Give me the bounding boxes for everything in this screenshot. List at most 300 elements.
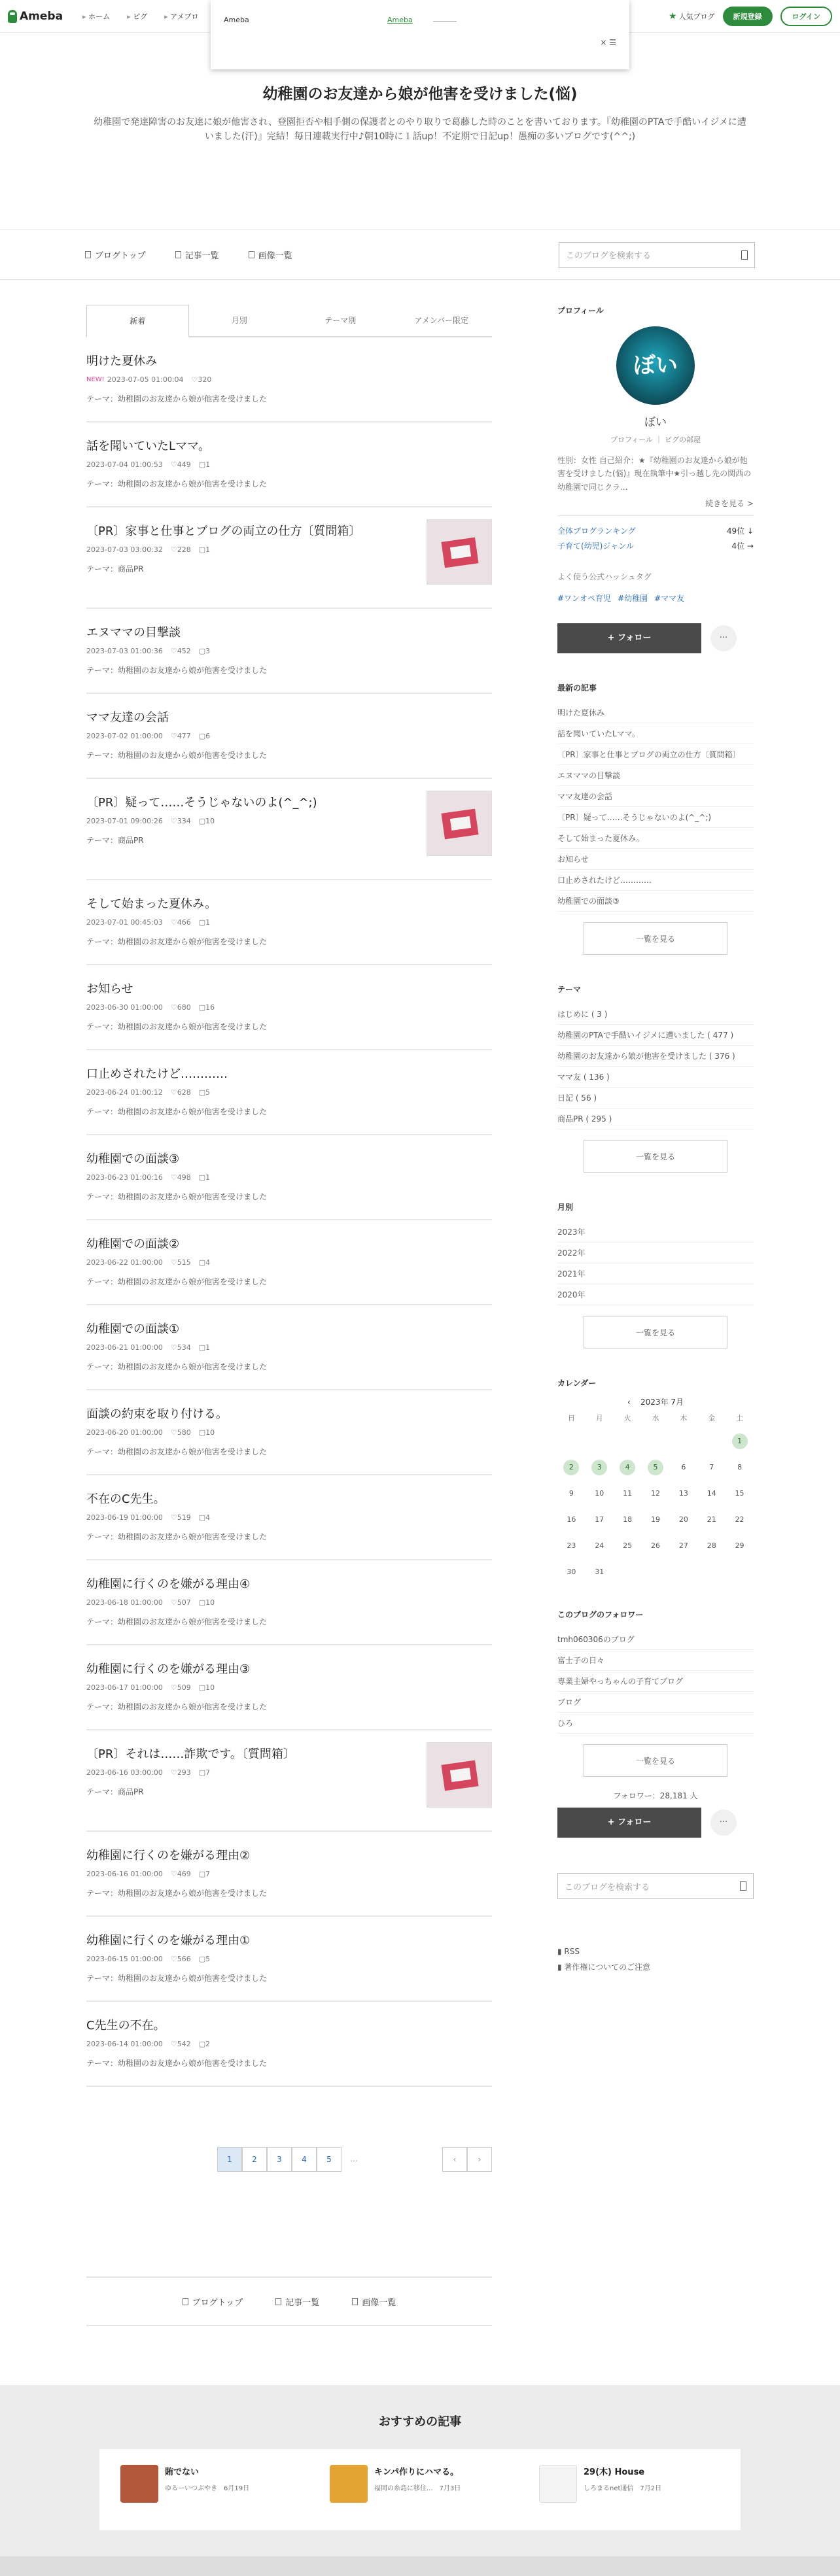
- nav-image-list[interactable]: 画像一覧: [249, 249, 292, 261]
- calendar-day: 15: [735, 1489, 744, 1498]
- rank-overall-value: 49位 ↓: [726, 526, 754, 536]
- entry-meta: [86, 1870, 492, 1878]
- entry-title[interactable]: 明けた夏休み: [86, 354, 157, 368]
- logo-text: Ameba: [20, 9, 63, 23]
- like-count[interactable]: ♡509: [170, 1683, 191, 1692]
- calendar-day: 24: [595, 1541, 604, 1551]
- entry-meta: [86, 375, 492, 384]
- entry-theme[interactable]: テーマ：幼稚園のお友達から娘が他害を受けました: [86, 1974, 268, 1983]
- weekday-label: 土: [736, 1414, 744, 1423]
- entry-item: [86, 779, 492, 880]
- entry-title[interactable]: 幼稚園での面談③: [86, 1152, 180, 1166]
- footer-bar: [0, 2556, 840, 2576]
- entry-meta: [86, 2040, 492, 2048]
- like-count[interactable]: ♡515: [170, 1258, 191, 1267]
- entry-title[interactable]: 面談の約束を取り付ける。: [86, 1407, 228, 1421]
- like-count[interactable]: ♡680: [170, 1003, 191, 1012]
- month-link[interactable]: 2023年: [557, 1222, 754, 1243]
- copyright-icon: ▮: [557, 1963, 565, 1972]
- next-page-icon[interactable]: ›: [467, 2147, 492, 2172]
- comment-count[interactable]: ▢1: [198, 460, 211, 469]
- new-badge: NEW!: [86, 376, 105, 383]
- rank-overall-label[interactable]: 全体ブログランキング: [557, 526, 636, 536]
- theme-link[interactable]: 日記 ( 56 ): [557, 1088, 754, 1108]
- entry-item: [86, 1645, 492, 1730]
- monthly-list-button[interactable]: 一覧を見る: [584, 1316, 727, 1348]
- nav-ameblo[interactable]: ▸ アメブロ: [164, 11, 198, 22]
- rank-genre-label[interactable]: 子育て(幼児)ジャンル: [557, 541, 634, 551]
- weekday-label: 日: [567, 1414, 575, 1423]
- tab-new[interactable]: 新着: [86, 305, 189, 337]
- pagination: [217, 2147, 492, 2172]
- recommended-author: 福岡の糸島に移住...: [374, 2485, 433, 2492]
- like-count[interactable]: ♡466: [170, 918, 191, 927]
- weekday-label: 火: [623, 1414, 631, 1423]
- theme-link[interactable]: 商品PR ( 295 ): [557, 1108, 754, 1129]
- calendar-day[interactable]: 2: [557, 1460, 586, 1475]
- comment-count[interactable]: ▢10: [198, 1683, 215, 1692]
- entry-date: 2023-06-22 01:00:00: [86, 1258, 163, 1267]
- follower-link[interactable]: 富士子の日々: [557, 1650, 754, 1671]
- entry-theme[interactable]: テーマ：幼稚園のお友達から娘が他害を受けました: [86, 1702, 268, 1711]
- entry-theme[interactable]: テーマ：商品PR: [86, 564, 144, 574]
- calendar-day[interactable]: 4: [614, 1460, 642, 1475]
- weekday-label: 水: [652, 1414, 659, 1423]
- calendar-day[interactable]: 1: [726, 1434, 754, 1449]
- entry-item: [86, 337, 492, 422]
- sidebar: [557, 305, 754, 2326]
- blog-description: 幼稚園で発達障害のお友達に娘が他害され、登園拒否や相手側の保護者とのやり取りで葛藤した時のことを書いております。『幼稚園のPTAで手酷いイジメに遭いました(汗)』完結！毎日連載実行中♪朝10時に１話up！不定期で日記up！愚痴の多いブログです(^^;): [94, 117, 746, 143]
- entry-date: 2023-07-03 01:00:36: [86, 647, 163, 655]
- page-5[interactable]: 5: [317, 2147, 341, 2172]
- recent-entry-link[interactable]: 口止めされたけど…………: [557, 870, 754, 891]
- entry-thumbnail[interactable]: [427, 519, 492, 585]
- recent-entry-link[interactable]: 明けた夏休み: [557, 702, 754, 723]
- entry-title[interactable]: 幼稚園での面談②: [86, 1237, 180, 1251]
- star-icon: ★: [668, 10, 677, 22]
- entry-date: 2023-06-16 01:00:00: [86, 1870, 163, 1878]
- pigg-room-link[interactable]: ピグの部屋: [664, 436, 701, 444]
- footer-links: [557, 1944, 754, 1975]
- tab-amember[interactable]: アメンバー限定: [414, 316, 468, 325]
- comment-count[interactable]: ▢10: [198, 1428, 215, 1437]
- entry-meta: [86, 1428, 492, 1437]
- weekday-label: 月: [595, 1414, 603, 1423]
- entry-date: 2023-07-04 01:00:53: [86, 460, 163, 469]
- like-count[interactable]: ♡334: [170, 817, 191, 825]
- ameba-logo-icon: [8, 10, 17, 23]
- recent-entry-link[interactable]: お知らせ: [557, 849, 754, 870]
- theme-list-button[interactable]: 一覧を見る: [584, 1140, 727, 1173]
- entry-title[interactable]: ママ友達の会話: [86, 711, 169, 725]
- calendar-day: 26: [650, 1541, 660, 1551]
- recommended-item[interactable]: [330, 2465, 500, 2503]
- nav-entry-list[interactable]: 記事一覧: [175, 249, 219, 261]
- comment-count[interactable]: ▢1: [198, 918, 211, 927]
- entry-theme[interactable]: テーマ：幼稚園のお友達から娘が他害を受けました: [86, 1192, 268, 1201]
- calendar-day: 27: [678, 1541, 688, 1551]
- follower-link[interactable]: 専業主婦やっちゃんの子育てブログ: [557, 1671, 754, 1692]
- calendar-day: 9: [569, 1489, 574, 1498]
- entry-theme[interactable]: テーマ：幼稚園のお友達から娘が他害を受けました: [86, 1022, 268, 1031]
- entry-item: [86, 422, 492, 507]
- follower-link[interactable]: tmh060306のブログ: [557, 1629, 754, 1650]
- more-menu-icon[interactable]: ···: [710, 1810, 737, 1836]
- recommended-heading: おすすめの記事: [378, 2415, 462, 2429]
- recent-entry-link[interactable]: 〔PR〕家事と仕事とブログの両立の仕方〔質問箱〕: [557, 744, 754, 765]
- profile-heading: プロフィール: [557, 306, 604, 315]
- like-count[interactable]: ♡228: [170, 545, 191, 554]
- comment-count[interactable]: ▢6: [198, 732, 211, 740]
- profile-name[interactable]: ぼい: [644, 416, 667, 429]
- entry-thumbnail[interactable]: [427, 1742, 492, 1808]
- rss-link[interactable]: ▮ RSS: [557, 1947, 580, 1957]
- like-count[interactable]: ♡566: [170, 1955, 191, 1963]
- bottom-nav-blog-top[interactable]: ブログトップ: [183, 2295, 243, 2308]
- entry-theme[interactable]: テーマ：幼稚園のお友達から娘が他害を受けました: [86, 1889, 268, 1898]
- calendar-day: 6: [681, 1463, 686, 1472]
- entry-title[interactable]: C先生の不在。: [86, 2019, 166, 2033]
- entry-title[interactable]: 幼稚園に行くのを嫌がる理由③: [86, 1662, 251, 1676]
- hashtag-item[interactable]: #ワンオペ育児: [557, 594, 612, 604]
- ad-brand: Ameba: [224, 16, 249, 24]
- entry-date: 2023-07-02 01:00:00: [86, 732, 163, 740]
- follow-button[interactable]: + フォロー: [557, 623, 701, 653]
- search-placeholder: このブログを検索する: [566, 251, 652, 261]
- follower-link[interactable]: ブログ: [557, 1692, 754, 1713]
- tab-theme[interactable]: テーマ別: [324, 316, 357, 325]
- entry-date: 2023-06-18 01:00:00: [86, 1598, 163, 1607]
- calendar-month: [557, 1396, 754, 1407]
- comment-count[interactable]: ▢7: [198, 1870, 211, 1878]
- recent-entry-link[interactable]: 〔PR〕疑って……そうじゃないのよ(^_^;): [557, 807, 754, 828]
- blog-title[interactable]: 幼稚園のお友達から娘が他害を受けました(悩): [262, 86, 578, 103]
- rank-genre-value: 4位 →: [731, 541, 754, 551]
- calendar-day: 28: [707, 1541, 716, 1551]
- entry-meta: [86, 647, 492, 655]
- like-count[interactable]: ♡507: [170, 1598, 191, 1607]
- like-count[interactable]: ♡498: [170, 1173, 191, 1182]
- recommended-author: しろまるnet通信: [584, 2485, 634, 2492]
- entry-theme[interactable]: テーマ：幼稚園のお友達から娘が他害を受けました: [86, 1617, 268, 1626]
- theme-link[interactable]: はじめに ( 3 ): [557, 1004, 754, 1025]
- comment-count[interactable]: ▢3: [198, 647, 211, 655]
- tab-monthly[interactable]: 月別: [231, 316, 247, 325]
- search-icon[interactable]: [741, 250, 748, 260]
- theme-link[interactable]: 幼稚園のPTAで手酷いイジメに遭いました ( 477 ): [557, 1025, 754, 1046]
- page-2[interactable]: 2: [242, 2147, 267, 2172]
- entry-theme[interactable]: テーマ：幼稚園のお友達から娘が他害を受けました: [86, 751, 268, 760]
- entry-item: [86, 609, 492, 694]
- entry-title[interactable]: そして始まった夏休み。: [86, 897, 217, 911]
- sidebar-search-placeholder: このブログを検索する: [565, 1882, 650, 1893]
- entry-date: 2023-06-19 01:00:00: [86, 1513, 163, 1522]
- entry-theme[interactable]: テーマ：幼稚園のお友達から娘が他害を受けました: [86, 1447, 268, 1456]
- blog-nav: [0, 230, 840, 280]
- recommended-thumbnail: [330, 2465, 368, 2503]
- entry-title[interactable]: 幼稚園に行くのを嫌がる理由②: [86, 1849, 251, 1863]
- entry-title[interactable]: エヌママの目撃談: [86, 626, 181, 640]
- theme-link[interactable]: 幼稚園のお友達から娘が他害を受けました ( 376 ): [557, 1046, 754, 1067]
- image-icon: [352, 2298, 358, 2305]
- bottom-nav-entry-list[interactable]: 記事一覧: [275, 2295, 319, 2308]
- page-1[interactable]: 1: [217, 2147, 242, 2172]
- entry-meta: [86, 1683, 492, 1692]
- comment-count[interactable]: ▢7: [198, 1768, 211, 1777]
- calendar-month-label: 2023年 7月: [640, 1398, 684, 1407]
- recent-entry-link[interactable]: そして始まった夏休み。: [557, 828, 754, 849]
- comment-count[interactable]: ▢2: [198, 2040, 211, 2048]
- popular-blog-link[interactable]: [669, 11, 715, 22]
- monthly-heading: 月別: [557, 1203, 574, 1212]
- entry-meta: [86, 918, 492, 927]
- like-count[interactable]: ♡293: [170, 1768, 191, 1777]
- entry-item: [86, 965, 492, 1050]
- ad-placeholder-line: [433, 21, 457, 22]
- calendar-day: 12: [650, 1489, 660, 1498]
- entry-date: 2023-06-20 01:00:00: [86, 1428, 163, 1437]
- entry-item: [86, 880, 492, 965]
- prev-page-icon[interactable]: ‹: [442, 2147, 467, 2172]
- comment-count[interactable]: ▢10: [198, 1598, 215, 1607]
- recommended-title: キンパ作りにハマる。: [374, 2467, 459, 2477]
- recent-entry-link[interactable]: 話を聞いていたLママ。: [557, 723, 754, 744]
- like-count[interactable]: ♡320: [191, 375, 212, 384]
- weekday-label: 木: [680, 1414, 688, 1423]
- entry-date: 2023-07-01 00:45:03: [86, 918, 163, 927]
- entry-meta: [86, 1088, 492, 1097]
- entry-date: 2023-07-01 09:00:26: [86, 817, 163, 825]
- blog-search-input[interactable]: [559, 242, 755, 268]
- calendar-day: 31: [595, 1568, 604, 1577]
- calendar-empty: [557, 1434, 586, 1449]
- ameba-logo[interactable]: [8, 10, 63, 23]
- entry-theme[interactable]: テーマ：幼稚園のお友達から娘が他害を受けました: [86, 937, 268, 946]
- profile-link[interactable]: プロフィール: [610, 436, 653, 444]
- follower-count: フォロワー：28,181 人: [613, 1791, 698, 1801]
- like-count[interactable]: ♡519: [170, 1513, 191, 1522]
- like-count[interactable]: ♡469: [170, 1870, 191, 1878]
- entry-meta: [86, 1598, 492, 1607]
- calendar-day: 10: [595, 1489, 604, 1498]
- calendar-heading: カレンダー: [557, 1379, 597, 1388]
- weekday-label: 金: [708, 1414, 716, 1423]
- recommended-item[interactable]: [539, 2465, 709, 2503]
- entry-date: 2023-06-24 01:00:12: [86, 1088, 163, 1097]
- ad-link[interactable]: Ameba: [387, 16, 413, 24]
- hashtag-item[interactable]: #幼稚園: [618, 594, 648, 604]
- entry-title[interactable]: 話を聞いていたLママ。: [86, 439, 210, 453]
- like-count[interactable]: ♡542: [170, 2040, 191, 2048]
- list-icon: [175, 251, 181, 258]
- follower-link[interactable]: ひろ: [557, 1713, 754, 1734]
- entry-title[interactable]: 〔PR〕それは……詐欺です。〔質問箱〕: [86, 1747, 295, 1761]
- comment-count[interactable]: ▢1: [198, 545, 211, 554]
- rank-genre[interactable]: [557, 540, 754, 551]
- entry-title[interactable]: 〔PR〕疑って……そうじゃないのよ(^_^;): [86, 796, 317, 810]
- entry-theme[interactable]: テーマ：幼稚園のお友達から娘が他害を受けました: [86, 1532, 268, 1541]
- comment-count[interactable]: ▢4: [198, 1513, 211, 1522]
- comment-count[interactable]: ▢5: [198, 1955, 211, 1963]
- theme-link[interactable]: ママ友 ( 136 ): [557, 1067, 754, 1088]
- rank-overall[interactable]: [557, 525, 754, 536]
- recommended-date: 6月19日: [224, 2485, 250, 2492]
- entry-meta: [86, 1003, 492, 1012]
- recent-entry-link[interactable]: ママ友達の会話: [557, 786, 754, 807]
- like-count[interactable]: ♡452: [170, 647, 191, 655]
- entry-theme[interactable]: テーマ：幼稚園のお友達から娘が他害を受けました: [86, 666, 268, 675]
- page-4[interactable]: 4: [292, 2147, 317, 2172]
- entry-item: [86, 1560, 492, 1645]
- like-count[interactable]: ♡534: [170, 1343, 191, 1352]
- calendar-day: 29: [735, 1541, 744, 1551]
- entry-item: [86, 1832, 492, 1917]
- recent-entry-link[interactable]: エヌママの目撃談: [557, 765, 754, 786]
- nav-home[interactable]: ▸ ホーム: [82, 11, 110, 22]
- recent-heading: 最新の記事: [557, 683, 597, 693]
- entry-title[interactable]: 幼稚園に行くのを嫌がる理由④: [86, 1577, 251, 1591]
- entry-list: [86, 337, 492, 2087]
- global-nav: [82, 11, 198, 22]
- entry-meta: [86, 1343, 492, 1352]
- copyright-link[interactable]: ▮ 著作権についてのご注意: [557, 1963, 651, 1972]
- profile-text: 性別：女性 自己紹介：★『幼稚園のお友達から娘が他害を受けました(悩)』現在執筆中★引っ越し先の関西の幼稚園で同じクラ...: [557, 456, 752, 492]
- entry-date: 2023-07-05 01:00:04: [107, 375, 184, 384]
- like-count[interactable]: ♡580: [170, 1428, 191, 1437]
- entry-title[interactable]: 幼稚園に行くのを嫌がる理由①: [86, 1934, 251, 1948]
- entry-date: 2023-06-30 01:00:00: [86, 1003, 163, 1012]
- calendar-prev-icon[interactable]: ‹: [627, 1398, 631, 1407]
- comment-count[interactable]: ▢5: [198, 1088, 211, 1097]
- calendar-day: 13: [678, 1489, 688, 1498]
- home-icon: [183, 2298, 188, 2305]
- recommended-section: [0, 2385, 840, 2556]
- entry-theme[interactable]: テーマ：幼稚園のお友達から娘が他害を受けました: [86, 394, 268, 404]
- entry-theme[interactable]: テーマ：幼稚園のお友達から娘が他害を受けました: [86, 1277, 268, 1286]
- entry-item: [86, 507, 492, 609]
- calendar-empty: [642, 1434, 670, 1449]
- month-link[interactable]: 2022年: [557, 1243, 754, 1263]
- entry-meta: [86, 1173, 492, 1182]
- entry-item: [86, 1475, 492, 1560]
- recommended-thumbnail: [120, 2465, 158, 2503]
- follow-button-2[interactable]: + フォロー: [557, 1808, 701, 1838]
- calendar-day: 30: [567, 1568, 576, 1577]
- hashtag-item[interactable]: #ママ友: [654, 594, 685, 604]
- entry-thumbnail[interactable]: [427, 791, 492, 856]
- entry-item: [86, 1220, 492, 1305]
- calendar-day[interactable]: 5: [642, 1460, 670, 1475]
- calendar-day: 18: [623, 1515, 633, 1524]
- register-button[interactable]: 新規登録: [723, 7, 773, 26]
- global-header: [0, 0, 840, 47]
- entry-tabs: [86, 305, 492, 337]
- sidebar-search-input[interactable]: [557, 1873, 754, 1899]
- entry-title[interactable]: 幼稚園での面談①: [86, 1322, 180, 1336]
- entry-title[interactable]: お知らせ: [86, 982, 133, 996]
- page-ellipsis: …: [350, 2154, 358, 2163]
- login-button[interactable]: ログイン: [780, 7, 832, 26]
- nav-pigg[interactable]: ▸ ピグ: [127, 11, 147, 22]
- nav-blog-top[interactable]: ブログトップ: [85, 249, 146, 261]
- entry-date: 2023-06-23 01:00:16: [86, 1173, 163, 1182]
- entry-date: 2023-06-16 03:00:00: [86, 1768, 163, 1777]
- calendar-day[interactable]: 3: [586, 1460, 614, 1475]
- calendar-empty: [697, 1434, 726, 1449]
- entry-title[interactable]: 不在のC先生。: [86, 1492, 166, 1506]
- search-icon[interactable]: [740, 1881, 746, 1891]
- theme-block: [557, 984, 754, 1173]
- calendar-day: 22: [735, 1515, 744, 1524]
- entry-meta: [86, 1258, 492, 1267]
- hashtag-heading: よく使う公式ハッシュタグ: [557, 572, 652, 582]
- avatar[interactable]: ぼい: [616, 326, 695, 405]
- page-3[interactable]: 3: [267, 2147, 292, 2172]
- entry-item: [86, 1050, 492, 1135]
- calendar-day: 20: [678, 1515, 688, 1524]
- like-count[interactable]: ♡449: [170, 460, 191, 469]
- entry-date: 2023-06-15 01:00:00: [86, 1955, 163, 1963]
- monthly-block: [557, 1201, 754, 1348]
- bottom-nav-image-list[interactable]: 画像一覧: [352, 2295, 396, 2308]
- profile-more-link[interactable]: 続きを見る >: [557, 498, 754, 516]
- entry-item: [86, 1135, 492, 1220]
- entry-theme[interactable]: テーマ：幼稚園のお友達から娘が他害を受けました: [86, 1362, 268, 1371]
- like-count[interactable]: ♡628: [170, 1088, 191, 1097]
- comment-count[interactable]: ▢10: [198, 817, 215, 825]
- ad-close-icon[interactable]: × ☰: [600, 38, 616, 47]
- bottom-nav: [86, 2276, 492, 2326]
- calendar-day: 21: [707, 1515, 716, 1524]
- entry-title[interactable]: 〔PR〕家事と仕事とブログの両立の仕方〔質問箱〕: [86, 524, 361, 538]
- recent-list-button[interactable]: 一覧を見る: [584, 922, 727, 955]
- entry-date: 2023-06-14 01:00:00: [86, 2040, 163, 2048]
- entry-theme[interactable]: テーマ：幼稚園のお友達から娘が他害を受けました: [86, 479, 268, 489]
- comment-count[interactable]: ▢16: [198, 1003, 215, 1012]
- calendar-empty: [614, 1434, 642, 1449]
- calendar-day: 7: [709, 1463, 714, 1472]
- comment-count[interactable]: ▢1: [198, 1173, 211, 1182]
- entry-meta: [86, 460, 492, 469]
- comment-count[interactable]: ▢4: [198, 1258, 211, 1267]
- like-count[interactable]: ♡477: [170, 732, 191, 740]
- calendar-day: 11: [623, 1489, 633, 1498]
- entry-theme[interactable]: テーマ：商品PR: [86, 836, 144, 845]
- profile-links: プロフィール ｜ ピグの部屋: [610, 436, 701, 444]
- calendar-block: [557, 1377, 754, 1580]
- entry-item: [86, 2002, 492, 2087]
- entry-title[interactable]: 口止めされたけど…………: [86, 1067, 228, 1081]
- entry-meta: [86, 732, 492, 740]
- recent-entry-link[interactable]: 幼稚園での面談③: [557, 891, 754, 912]
- comment-count[interactable]: ▢1: [198, 1343, 211, 1352]
- calendar-day: 16: [567, 1515, 576, 1524]
- entry-theme[interactable]: テーマ：商品PR: [86, 1787, 144, 1796]
- followers-list-button[interactable]: 一覧を見る: [584, 1744, 727, 1777]
- month-link[interactable]: 2021年: [557, 1263, 754, 1284]
- calendar-day: 23: [567, 1541, 576, 1551]
- ad-popup: [211, 0, 629, 69]
- entry-date: 2023-06-21 01:00:00: [86, 1343, 163, 1352]
- recommended-title: 29(木) House: [584, 2467, 645, 2477]
- recommended-item[interactable]: [120, 2465, 290, 2503]
- more-menu-icon[interactable]: ···: [710, 625, 737, 651]
- entry-meta: [86, 1955, 492, 1963]
- month-link[interactable]: 2020年: [557, 1284, 754, 1305]
- popular-blog-label: 人気ブログ: [678, 12, 715, 21]
- entry-theme[interactable]: テーマ：幼稚園のお友達から娘が他害を受けました: [86, 2059, 268, 2068]
- entry-theme[interactable]: テーマ：幼稚園のお友達から娘が他害を受けました: [86, 1107, 268, 1116]
